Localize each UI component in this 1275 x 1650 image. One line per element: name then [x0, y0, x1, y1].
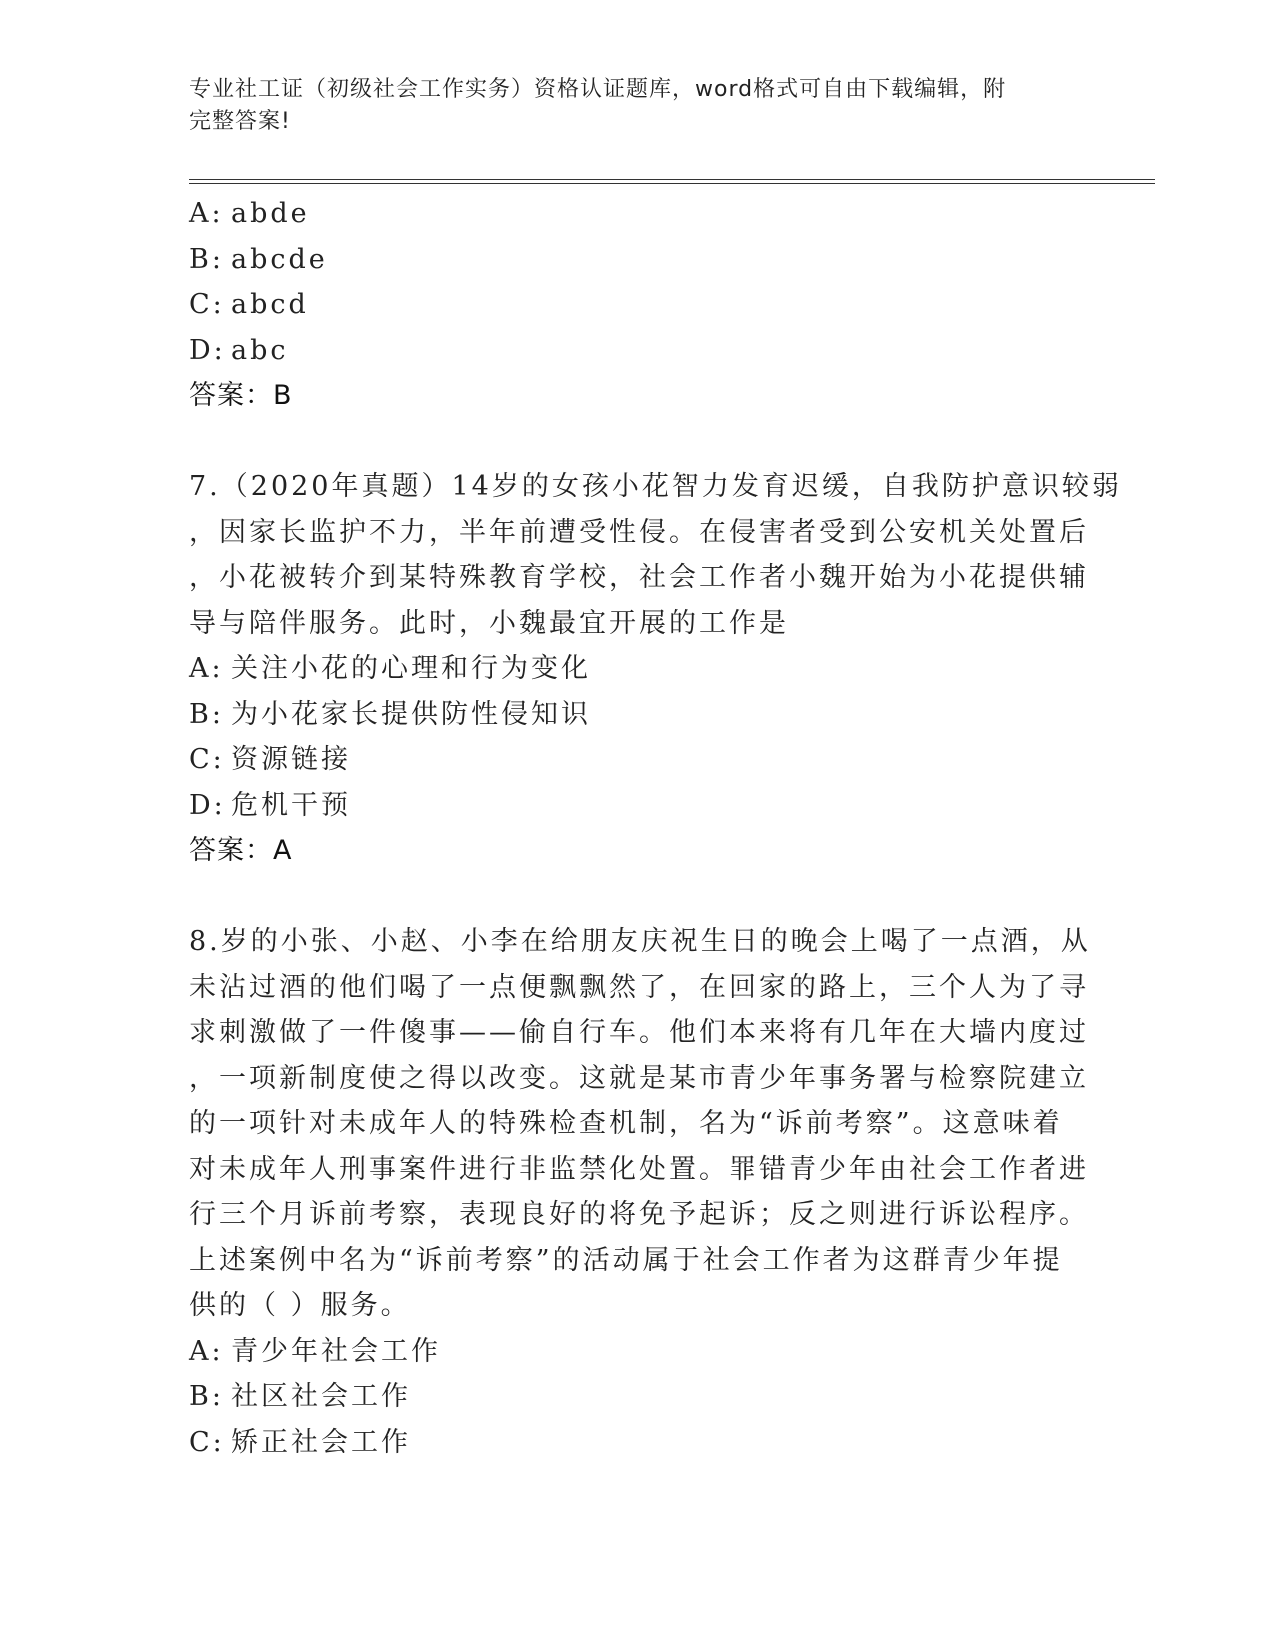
option-text: 危机干预 [231, 789, 351, 821]
option-text: 资源链接 [231, 744, 351, 775]
option-text: 关注小花的心理和行为变化 [231, 653, 591, 684]
option-key: B: [189, 698, 224, 730]
option-a [189, 1329, 1089, 1375]
option-text: abcde [231, 243, 328, 275]
question-7-line: ，因家长监护不力，半年前遭受性侵。在侵害者受到公安机关处置后 [189, 516, 1089, 548]
question-8-line: 的一项针对未成年人的特殊检查机制，名为“诉前考察”。这意味着 [189, 1108, 1063, 1139]
question-8-options [189, 1329, 1089, 1466]
header-divider-bottom [189, 183, 1155, 184]
option-text: 矫正社会工作 [231, 1426, 411, 1458]
question-7-stem [189, 464, 1122, 646]
question-6-answer: 答案：B [189, 380, 293, 411]
option-key: C: [189, 1426, 225, 1458]
option-key: A: [189, 198, 224, 229]
option-d [189, 783, 1089, 829]
option-key: A: [189, 653, 224, 684]
option-d [189, 328, 1089, 374]
option-c [189, 737, 1089, 783]
option-text: abcd [231, 289, 309, 320]
option-key: A: [189, 1335, 224, 1367]
option-key: C: [189, 289, 225, 320]
option-a [189, 191, 1089, 237]
option-b [189, 237, 1089, 283]
option-a [189, 646, 1089, 692]
question-7-line: ，小花被转介到某特殊教育学校，社会工作者小魏开始为小花提供辅 [189, 562, 1089, 593]
option-key: D: [189, 334, 226, 366]
option-text: abc [231, 334, 289, 366]
document-header [189, 74, 1069, 138]
option-text: abde [231, 198, 310, 229]
question-8-stem [189, 919, 1089, 1329]
option-c [189, 1420, 1089, 1466]
header-divider-top [189, 179, 1155, 180]
question-7-line: 导与陪伴服务。此时，小魏最宜开展的工作是 [189, 607, 789, 639]
option-text: 青少年社会工作 [231, 1335, 441, 1367]
question-8-line: 求刺激做了一件傻事——偷自行车。他们本来将有几年在大墙内度过 [189, 1017, 1089, 1048]
option-b [189, 692, 1089, 738]
option-c [189, 282, 1089, 328]
question-8-line: 行三个月诉前考察，表现良好的将免予起诉；反之则进行诉讼程序。 [189, 1199, 1089, 1230]
header-title-line-2: 完整答案! [189, 109, 291, 134]
header-title-line-1: 专业社工证（初级社会工作实务）资格认证题库，word格式可自由下载编辑，附 [189, 77, 1007, 102]
question-7-line: 7.（2020年真题）14岁的女孩小花智力发育迟缓，自我防护意识较弱 [189, 471, 1122, 502]
document-body [189, 191, 1122, 1465]
option-key: B: [189, 1381, 224, 1412]
option-key: B: [189, 243, 224, 275]
question-7-answer: 答案：A [189, 835, 293, 866]
question-8-line: 未沾过酒的他们喝了一点便飘飘然了，在回家的路上，三个人为了寻 [189, 971, 1089, 1003]
question-8-line: 8.岁的小张、小赵、小李在给朋友庆祝生日的晚会上喝了一点酒，从 [189, 926, 1091, 957]
question-8-line: 对未成年人刑事案件进行非监禁化处置。罪错青少年由社会工作者进 [189, 1153, 1089, 1185]
option-text: 社区社会工作 [231, 1381, 411, 1412]
question-8-line: 供的（ ）服务。 [189, 1290, 411, 1321]
option-key: D: [189, 789, 226, 821]
question-8-line: ，一项新制度使之得以改变。这就是某市青少年事务署与检察院建立 [189, 1062, 1089, 1094]
question-6-options [189, 191, 1089, 373]
question-7-options [189, 646, 1089, 828]
option-key: C: [189, 744, 225, 775]
option-b [189, 1374, 1089, 1420]
option-text: 为小花家长提供防性侵知识 [231, 698, 591, 730]
question-8-line: 上述案例中名为“诉前考察”的活动属于社会工作者为这群青少年提 [189, 1244, 1063, 1276]
